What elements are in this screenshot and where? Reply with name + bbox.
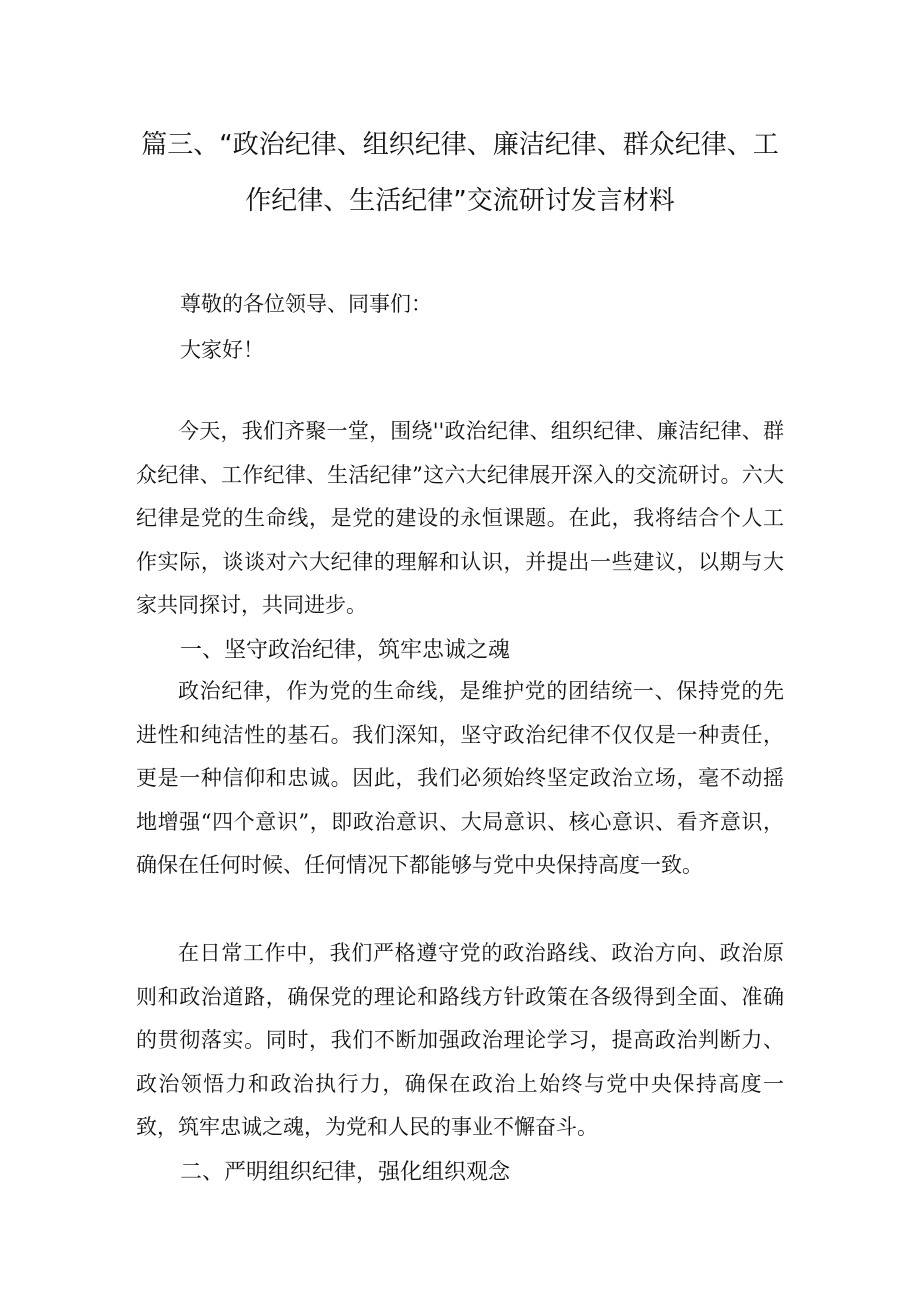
salutation: 尊敬的各位领导、同事们：	[180, 292, 432, 316]
document-title-line-2: 作纪律、生活纪律”交流研讨发言材料	[245, 186, 675, 216]
section-1-paragraph-1: 政治纪律，作为党的生命线，是维护党的团结统一、保持党的先进性和纯洁性的基石。我们深知，坚守政治纪律不仅仅是一种责任，更是一种信仰和忠诚。因此，我们必须始终坚定政治立场，毫不动摇地增强“四个意识”，即政治意识、大局意识、核心意识、看齐意识，确保在任何时候、任何情况下都能够与党中央保持高度一致。	[136, 679, 784, 877]
section-1-paragraph-2: 在日常工作中，我们严格遵守党的政治路线、政治方向、政治原则和政治道路，确保党的理论和路线方针政策在各级得到全面、准确的贯彻落实。同时，我们不断加强政治理论学习，提高政治判断力、政治领悟力和政治执行力，确保在政治上始终与党中央保持高度一致，筑牢忠诚之魂，为党和人民的事业不懈奋斗。	[136, 941, 784, 1139]
section-2-heading: 二、严明组织纪律，强化组织观念	[180, 1160, 511, 1185]
greeting: 大家好！	[180, 338, 264, 362]
section-1-heading: 一、坚守政治纪律，筑牢忠诚之魂	[180, 638, 511, 663]
intro-paragraph: 今天，我们齐聚一堂，围绕''政治纪律、组织纪律、廉洁纪律、群众纪律、工作纪律、生活纪律”这六大纪律展开深入的交流研讨。六大纪律是党的生命线，是党的建设的永恒课题。在此，我将结合个人工作实际，谈谈对六大纪律的理解和认识，并提出一些建议，以期与大家共同探讨，共同进步。	[136, 419, 784, 617]
document-title-line-1: 篇三、“政治纪律、组织纪律、廉洁纪律、群众纪律、工	[141, 130, 779, 160]
